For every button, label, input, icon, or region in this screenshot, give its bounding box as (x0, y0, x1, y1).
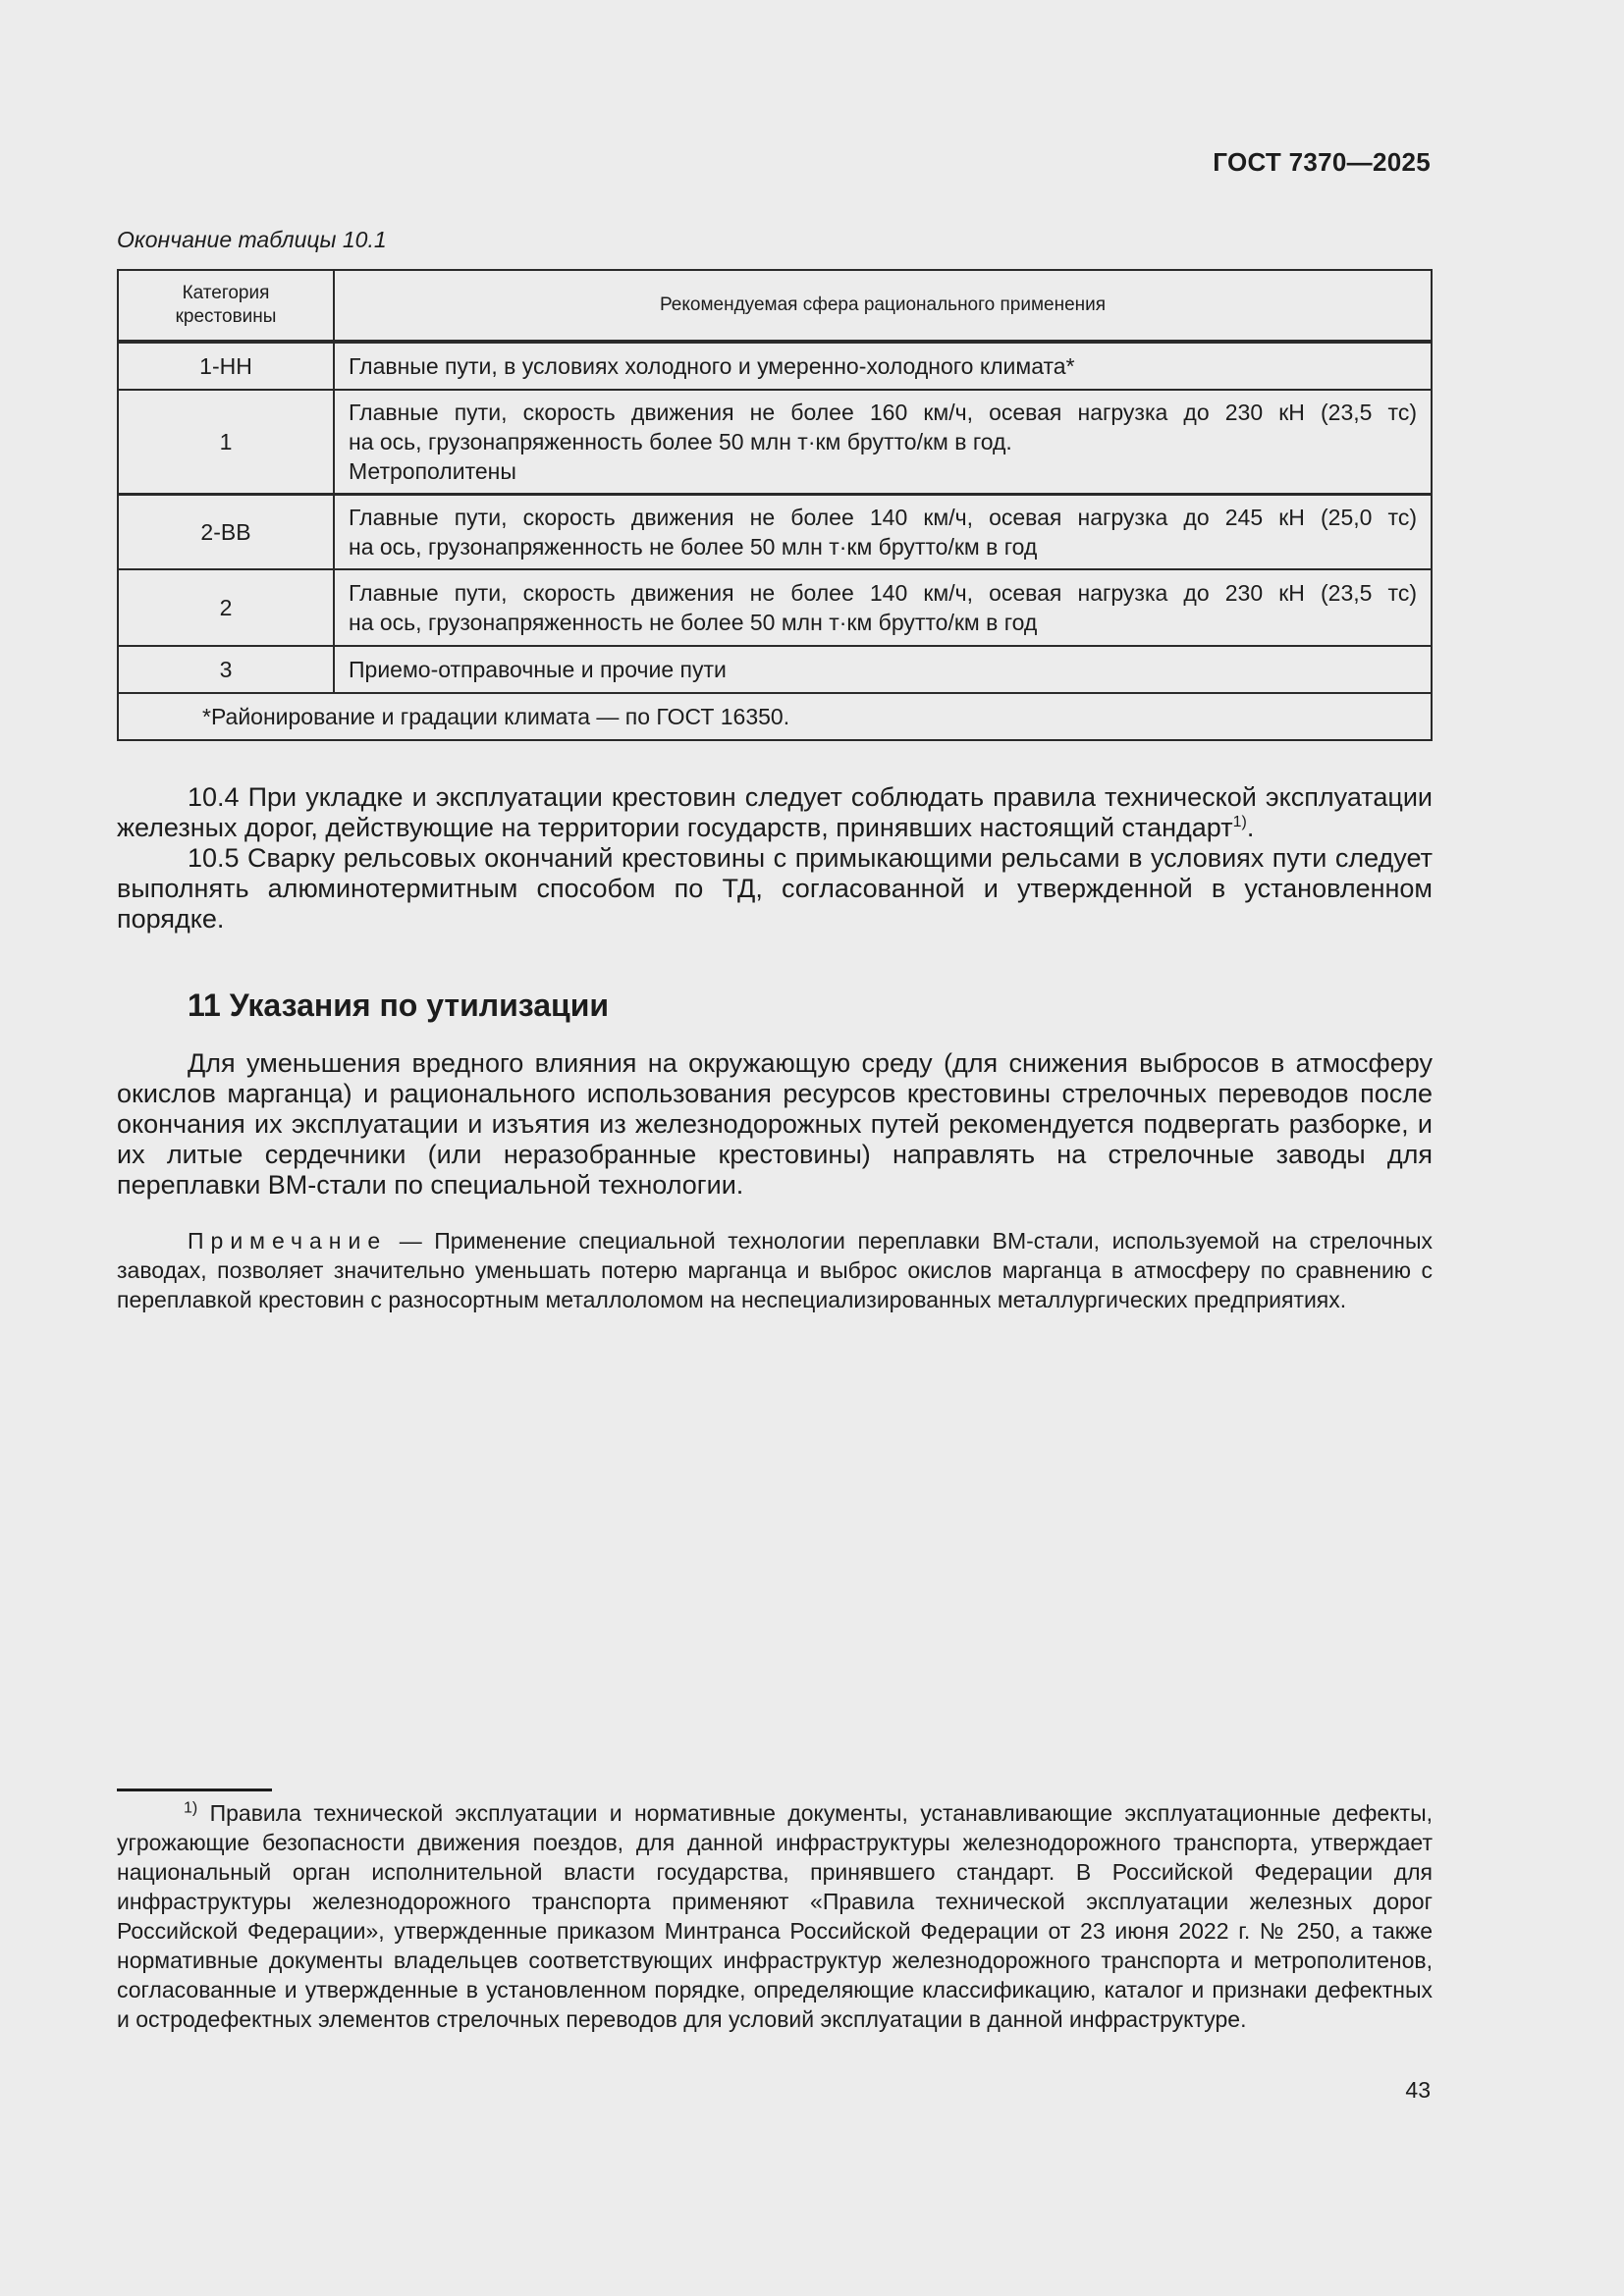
footnote-ref: 1) (1232, 814, 1247, 830)
note-label: Примечание (188, 1228, 388, 1254)
application-cell (334, 646, 1432, 693)
application-line: Главные пути, скорость движения не более 140 км/ч, осевая нагрузка до 245 кН (25,0 тс) (349, 505, 1417, 530)
table-note-row (118, 693, 1432, 740)
footnote (117, 1798, 1433, 2034)
footnote-separator (117, 1789, 272, 1791)
section-heading: 11 Указания по утилизации (188, 988, 610, 1023)
table-header-row (118, 270, 1432, 342)
application-line: Главные пути, в условиях холодного и умеренно-холодного климата* (349, 353, 1075, 379)
header-application: Рекомендуемая сфера рационального применения (334, 270, 1432, 342)
document-id: ГОСТ 7370—2025 (1213, 147, 1431, 177)
application-line: на ось, грузонапряженность не более 50 млн т·км брутто/км в год (349, 534, 1038, 560)
paragraph-10-5: 10.5 Сварку рельсовых окончаний крестовины с примыкающими рельсами в условиях пути следует выполнять алюминотермитным способом по ТД, согласованной и утвержденной в установленном порядке. (117, 843, 1433, 934)
category-cell: 1-НН (118, 342, 334, 390)
application-line: на ось, грузонапряженность не более 50 млн т·км брутто/км в год (349, 610, 1038, 635)
application-cell (334, 569, 1432, 646)
application-line: Главные пути, скорость движения не более 160 км/ч, осевая нагрузка до 230 кН (23,5 тс) (349, 400, 1417, 425)
paragraph-10-4-text: 10.4 При укладке и эксплуатации крестовин следует соблюдать правила технической эксплуатации железных дорог, действующие на территории государств, принявших настоящий стандарт (117, 782, 1433, 842)
paragraph-10-4 (117, 782, 1433, 843)
category-table (117, 269, 1433, 741)
table-row (118, 390, 1432, 495)
paragraph-10-4-end: . (1246, 813, 1255, 842)
section-paragraph: Для уменьшения вредного влияния на окружающую среду (для снижения выбросов в атмосферу окислов марганца) и рационального использования ресурсов крестовины стрелочных переводов после окончания их эксплуатации и изъятия из железнодорожных путей рекомендуется подвергать разборке, и их литые сердечники (или неразобранные крестовины) направлять на стрелочные заводы для переплавки ВМ-стали по специальной технологии. (117, 1048, 1433, 1200)
table-row (118, 646, 1432, 693)
table-row (118, 569, 1432, 646)
section-note (117, 1226, 1433, 1314)
page-number: 43 (1405, 2077, 1431, 2103)
footnote-text: Правила технической эксплуатации и нормативные документы, устанавливающие эксплуатационные дефекты, угрожающие безопасности движения поездов, для данной инфраструктуры железнодорожного транспорта, утверждает национальный орган исполнительной власти государства, принявшего стандарт. В Российской Федерации для инфраструктуры железнодорожного транспорта применяют «Правила технической эксплуатации железных дорог Российской Федерации», утвержденные приказом Минтранса Российской Федерации от 23 июня 2022 г. № 250, а также нормативные документы владельцев соответствующих инфраструктур железнодорожного транспорта и метрополитенов, согласованные и утвержденные в установленном порядке, определяющие классификацию, каталог и признаки дефектных и остродефектных элементов стрелочных переводов для условий эксплуатации в данной инфраструктуре. (117, 1800, 1433, 2032)
application-cell (334, 342, 1432, 390)
application-line: Приемо-отправочные и прочие пути (349, 657, 727, 682)
table-row (118, 342, 1432, 390)
category-cell: 3 (118, 646, 334, 693)
application-line: на ось, грузонапряженность более 50 млн т·км брутто/км в год. (349, 429, 1012, 454)
application-cell (334, 390, 1432, 495)
application-line: Метрополитены (349, 458, 516, 484)
table-row (118, 495, 1432, 570)
section-body (117, 1048, 1433, 1201)
note-text: — Применение специальной технологии переплавки ВМ-стали, используемой на стрелочных заводах, позволяет значительно уменьшать потерю марганца и выброс окислов марганца в атмосферу по сравнению с переплавкой крестовин с разносортным металлоломом на неспециализированных металлургических предприятиях. (117, 1228, 1433, 1312)
application-cell (334, 495, 1432, 570)
category-cell: 2-ВВ (118, 495, 334, 570)
category-cell: 2 (118, 569, 334, 646)
table-caption: Окончание таблицы 10.1 (117, 227, 387, 252)
category-cell: 1 (118, 390, 334, 495)
paragraphs-10 (117, 782, 1433, 934)
application-line: Главные пути, скорость движения не более 140 км/ч, осевая нагрузка до 230 кН (23,5 тс) (349, 580, 1417, 606)
footnote-marker: 1) (184, 1799, 198, 1817)
table-note: *Районирование и градации климата — по ГОСТ 16350. (118, 693, 1432, 740)
header-category: Категория крестовины (118, 270, 334, 342)
